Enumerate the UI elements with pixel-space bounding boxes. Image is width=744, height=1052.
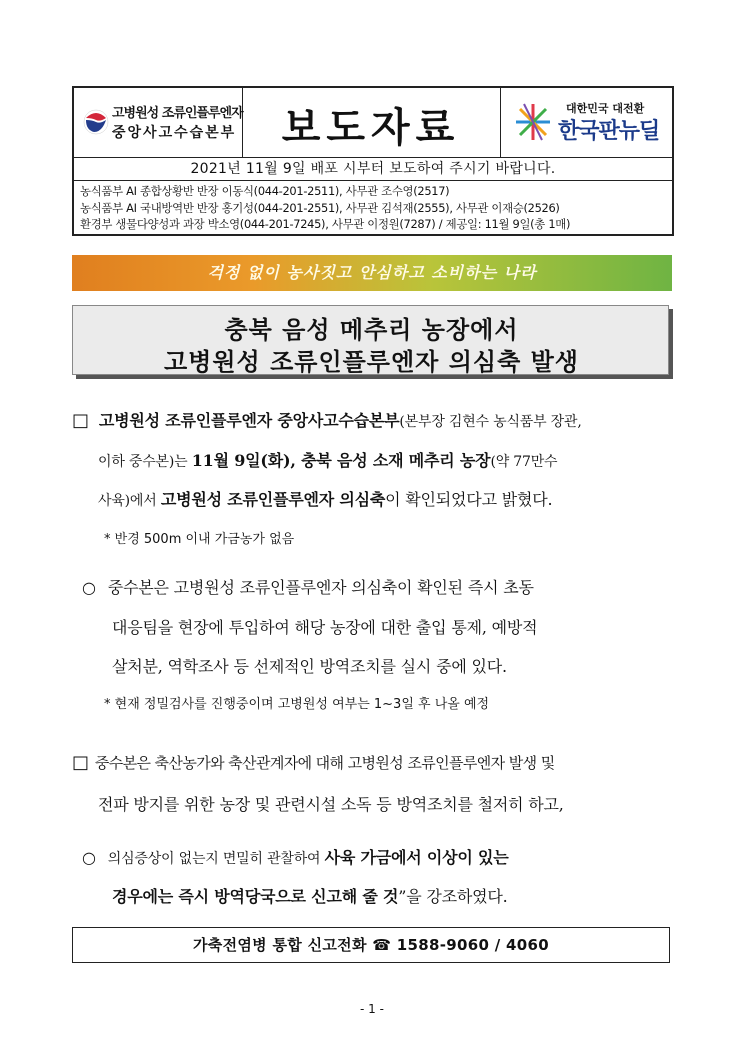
contact-line: 환경부 생물다양성과 과장 박소영(044-201-7245), 사무관 이정원(7287) / 제공일: 11월 9일(총 1매) — [80, 217, 571, 231]
para1-line2 — [98, 448, 704, 471]
page-number: - 1 - — [360, 1002, 384, 1016]
organization-cell — [74, 88, 243, 157]
press-release-header — [72, 86, 674, 236]
release-embargo-note: 2021년 11월 9일 배포 시부터 보도하여 주시기 바랍니다. — [74, 158, 672, 181]
header-top-row — [74, 88, 672, 158]
para1-text: 사육)에서 — [98, 493, 161, 509]
para4-line2 — [112, 884, 718, 907]
para4-line1 — [82, 845, 688, 868]
para4-text: 의심증상이 없는지 면밀히 관찰하여 — [107, 851, 325, 867]
press-release-title: 보도자료 — [281, 105, 461, 151]
slogan-banner: 걱정 없이 농사짓고 안심하고 소비하는 나라 — [72, 255, 672, 291]
para3-line1 — [72, 752, 678, 773]
circle-bullet: ○ — [82, 578, 96, 597]
para3-text: 중수본은 축산농가와 축산관계자에 대해 고병원성 조류인플루엔자 발생 및 — [94, 754, 555, 772]
para4-emphasis: 경우에는 즉시 방역당국으로 신고해 줄 것 — [112, 887, 399, 906]
para1-org: 고병원성 조류인플루엔자 중앙사고수습본부 — [98, 411, 400, 430]
contact-line: 농식품부 AI 국내방역반 반장 홍기성(044-201-2551), 사무관 김석재(2555), 사무관 이재승(2526) — [80, 200, 560, 215]
para2-line3: 살처분, 역학조사 등 선제적인 방역조치를 실시 중에 있다. — [112, 657, 507, 676]
para1-footnote: * 반경 500m 이내 가금농가 없음 — [104, 532, 295, 547]
para1-line1 — [72, 408, 678, 431]
para2-line2: 대응팀을 현장에 투입하여 해당 농장에 대한 출입 통제, 예방적 — [112, 618, 538, 637]
para1-org-note: (본부장 김현수 농식품부 장관, — [399, 414, 582, 430]
org-name-line1: 고병원성 조류인플루엔자 — [112, 106, 243, 121]
para4-text: ”을 강조하였다. — [398, 887, 508, 906]
newdeal-cell — [500, 88, 672, 157]
para1-text: 이하 중수본)는 — [98, 454, 192, 470]
para3-line2: 전파 방지를 위한 농장 및 관련시설 소독 등 방역조치를 철저히 하고, — [98, 795, 564, 814]
square-bullet: □ — [72, 752, 89, 773]
para1-date-location: 11월 9일(화), 충북 음성 소재 메추리 농장 — [191, 451, 491, 470]
para1-suspected: 고병원성 조류인플루엔자 의심축 — [160, 490, 386, 509]
government-emblem-icon — [82, 102, 110, 142]
para2-line1 — [82, 575, 688, 598]
org-name-line2: 중앙사고수습본부 — [112, 125, 237, 141]
para2-text: 중수본은 고병원성 조류인플루엔자 의심축이 확인된 즉시 초동 — [107, 578, 534, 597]
newdeal-logo-icon — [514, 102, 552, 142]
circle-bullet: ○ — [82, 848, 96, 867]
para1-text: 이 확인되었다고 밝혔다. — [385, 490, 553, 509]
newdeal-wordmark: 한국판뉴딜 — [558, 119, 660, 144]
square-bullet: □ — [72, 410, 89, 431]
headline-box — [72, 305, 669, 375]
headline-line2: 고병원성 조류인플루엔자 의심축 발생 — [163, 348, 579, 376]
contact-line: 농식품부 AI 종합상황반 반장 이동식(044-201-2511), 사무관 조수영(2517) — [80, 184, 450, 198]
newdeal-tagline: 대한민국 대전환 — [566, 102, 645, 115]
headline-line1: 충북 음성 메추리 농장에서 — [224, 316, 519, 344]
contact-list — [80, 183, 570, 233]
para1-count: (약 77만수 — [490, 454, 558, 470]
hotline-box: 가축전염병 통합 신고전화 ☎ 1588-9060 / 4060 — [72, 927, 670, 963]
para1-line3 — [98, 487, 704, 510]
para4-emphasis: 사육 가금에서 이상이 있는 — [324, 848, 509, 867]
para2-footnote: * 현재 정밀검사를 진행중이며 고병원성 여부는 1~3일 후 나올 예정 — [104, 697, 490, 712]
title-cell — [242, 88, 501, 157]
